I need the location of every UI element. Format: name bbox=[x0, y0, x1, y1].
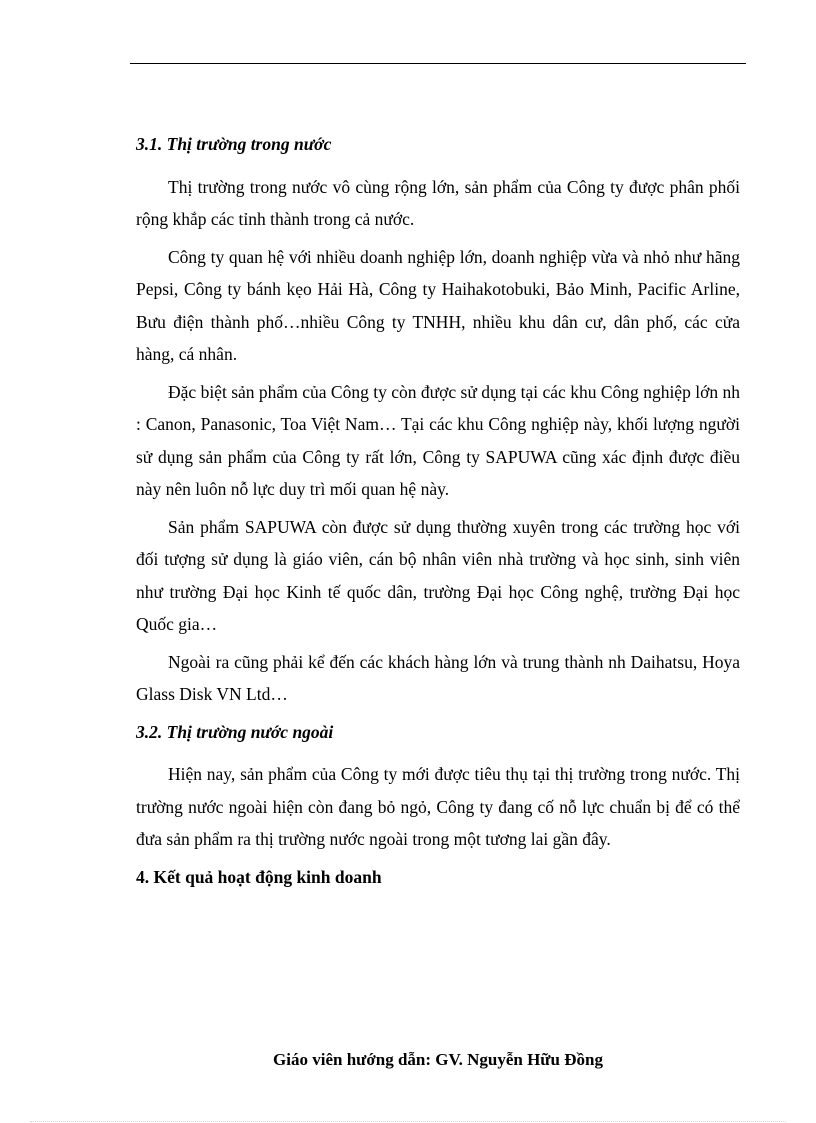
paragraph: Thị trường trong nước vô cùng rộng lớn, sản phẩm của Công ty được phân phối rộng khắp các tỉnh thành trong cả nước. bbox=[136, 176, 740, 229]
section-3-2-heading: 3.2. Thị trường nước ngoài bbox=[136, 721, 334, 742]
paragraph: Công ty quan hệ với nhiều doanh nghiệp lớn, doanh nghiệp vừa và nhỏ như hãng Pepsi, Công ty bánh kẹo Hải Hà, Công ty Haihakotobuki, Bảo Minh, Pacific Arline, Bưu điện thành phố…nhiều Công ty TNHH, nhiều khu dân cư, dân phố, các cửa hàng, cá nhân. bbox=[136, 246, 740, 364]
bottom-divider bbox=[30, 1121, 786, 1122]
page-footer: Giáo viên hướng dẫn: GV. Nguyễn Hữu Đồng bbox=[273, 1050, 603, 1069]
header-rule bbox=[130, 63, 746, 64]
section-4-heading: 4. Kết quả hoạt động kinh doanh bbox=[136, 866, 382, 887]
paragraph: Sản phẩm SAPUWA còn được sử dụng thường xuyên trong các trường học với đối tượng sử dụng là giáo viên, cán bộ nhân viên nhà trường và học sinh, sinh viên như trường Đại học Kinh tế quốc dân, trường Đại học Công nghệ, trường Đại học Quốc gia… bbox=[136, 516, 740, 634]
paragraph: Ngoài ra cũng phải kể đến các khách hàng lớn và trung thành nh Daihatsu, Hoya Glass Disk VN Ltd… bbox=[136, 651, 740, 704]
document-body bbox=[136, 128, 740, 903]
paragraph: Đặc biệt sản phẩm của Công ty còn được sử dụng tại các khu Công nghiệp lớn nh : Canon, Panasonic, Toa Việt Nam… Tại các khu Công nghiệp này, khối lượng người sử dụng sản phẩm của Công ty rất lớn, Công ty SAPUWA cũng xác định được điều này nên luôn nỗ lực duy trì mối quan hệ này. bbox=[136, 381, 740, 499]
paragraph: Hiện nay, sản phẩm của Công ty mới được tiêu thụ tại thị trường trong nước. Thị trường nước ngoài hiện còn đang bỏ ngỏ, Công ty đang cố nỗ lực chuẩn bị để có thể đưa sản phẩm ra thị trường nước ngoài trong một tương lai gần đây. bbox=[136, 764, 740, 849]
section-3-1-heading: 3.1. Thị trường trong nước bbox=[136, 134, 332, 154]
